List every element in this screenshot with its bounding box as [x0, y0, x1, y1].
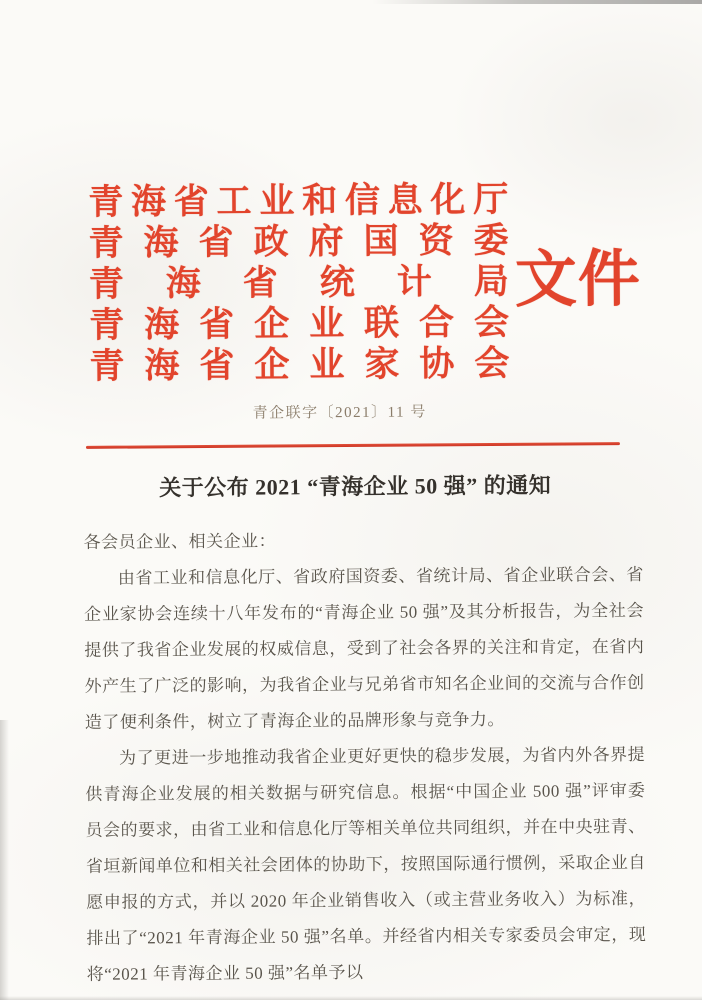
red-separator-line — [86, 442, 620, 449]
letterhead-document-word: 文件 — [514, 245, 642, 315]
agency-name: 青海省统计局 — [88, 261, 509, 304]
body-paragraph: 为了更进一步地推动我省企业更好更快的稳步发展，为省内外各界提供青海企业发展的相关数据与研究信息。根据“中国企业 500 强”评审委员会的要求，由省工业和信息化厅等相关单位共同组织，并在中央驻青、省垣新闻单位和相关社会团体的协助下，按照国际通行惯例，采取企业自愿申报的方式，并以 2020 年企业销售收入（或主营业务收入）为标准，排出了“2021 年青海企业 50 强”名单。并经省内相关专家委员会审定，现将“2021 年青海企业 50 强”名单予以 — [85, 744, 647, 984]
document-title: 关于公布 2021 “青海企业 50 强” 的通知 — [159, 472, 552, 501]
agency-name: 青海省工业和信息化厅 — [88, 179, 509, 222]
body-paragraph: 由省工业和信息化厅、省政府国资委、省统计局、省企业联合会、省企业家协会连续十八年发布的“青海企业 50 强”及其分析报告，为全社会提供了我省企业发展的权威信息，受到了社会各界的关注和肯定，在省内外产生了广泛的影响，为我省企业与兄弟省市知名企业间的交流与合作创造了便利条件，树立了青海企业的品牌形象与竞争力。 — [84, 564, 645, 732]
agency-name: 青海省企业联合会 — [88, 302, 510, 345]
salutation: 各会员企业、相关企业： — [83, 531, 277, 552]
document-body — [84, 521, 647, 993]
document-number: 青企联字〔2021〕11 号 — [252, 404, 427, 422]
letterhead-issuing-agencies — [88, 179, 509, 387]
agency-name: 青海省政府国资委 — [88, 220, 509, 263]
agency-name: 青海省企业家协会 — [89, 343, 510, 386]
